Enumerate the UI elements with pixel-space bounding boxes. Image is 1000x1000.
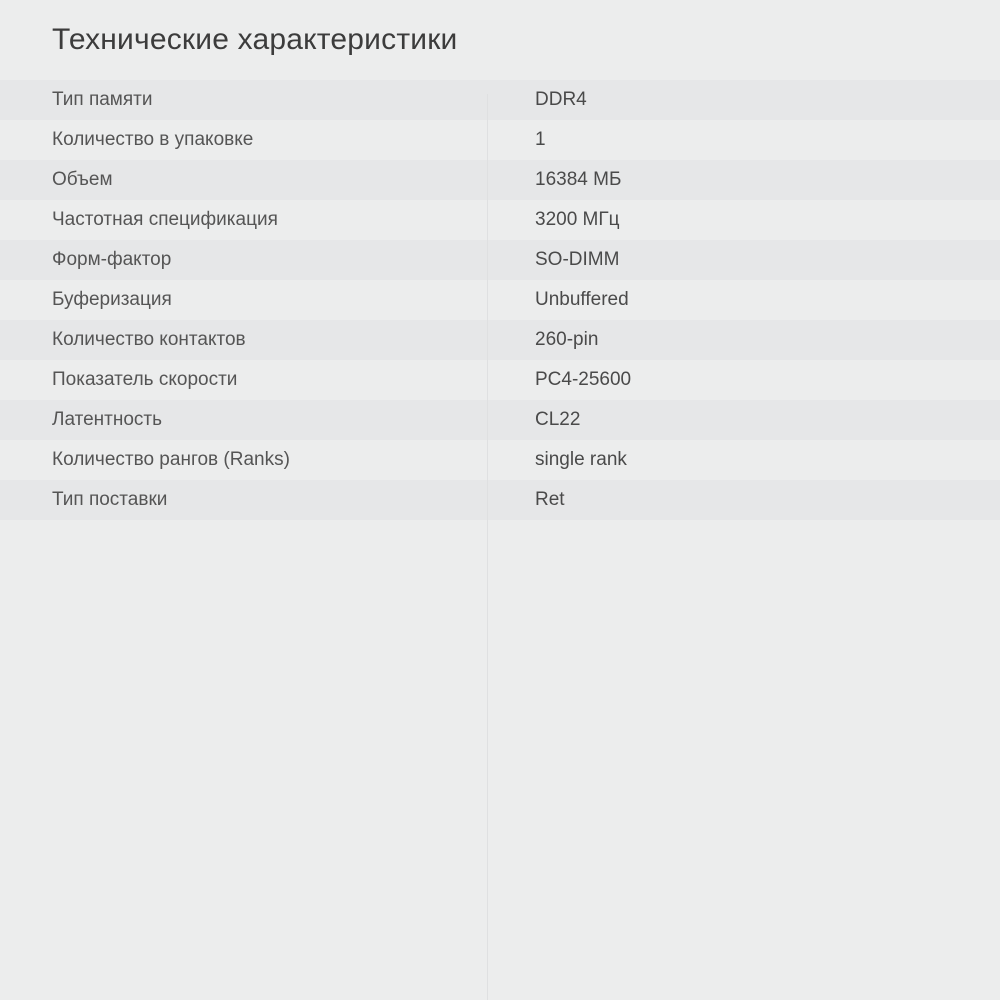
spec-name: Частотная спецификация (52, 209, 278, 230)
table-row (0, 160, 1000, 200)
spec-value: CL22 (535, 409, 581, 430)
spec-name: Количество рангов (Ranks) (52, 449, 290, 470)
spec-value: 1 (535, 129, 546, 150)
table-row (0, 440, 1000, 480)
empty-area-right (488, 538, 1000, 1000)
table-row (0, 480, 1000, 520)
spec-value: SO-DIMM (535, 249, 620, 270)
page-title: Технические характеристики (52, 23, 458, 56)
spec-value: Ret (535, 489, 565, 510)
spec-name: Буферизация (52, 289, 172, 310)
spec-name: Латентность (52, 409, 163, 430)
table-row (0, 400, 1000, 440)
table-row (0, 80, 1000, 120)
spec-name: Тип поставки (52, 489, 168, 510)
spec-name: Количество контактов (52, 329, 246, 350)
table-row (0, 240, 1000, 280)
spec-name: Количество в упаковке (52, 129, 254, 150)
spec-value: 16384 МБ (535, 169, 622, 190)
spec-name: Объем (52, 169, 113, 190)
spec-name: Тип памяти (52, 89, 153, 110)
specifications-body (0, 80, 1000, 520)
spec-value: DDR4 (535, 89, 587, 110)
table-row (0, 120, 1000, 160)
spec-value: PC4-25600 (535, 369, 632, 390)
table-row (0, 280, 1000, 320)
table-row (0, 320, 1000, 360)
table-row (0, 200, 1000, 240)
spec-name: Показатель скорости (52, 369, 238, 390)
empty-area-left (0, 538, 487, 1000)
spec-value: 260-pin (535, 329, 599, 350)
spec-value: 3200 МГц (535, 209, 620, 230)
specifications-table (0, 80, 1000, 520)
spec-value: Unbuffered (535, 289, 629, 310)
spec-value: single rank (535, 449, 627, 470)
table-row (0, 360, 1000, 400)
spec-name: Форм-фактор (52, 249, 172, 270)
